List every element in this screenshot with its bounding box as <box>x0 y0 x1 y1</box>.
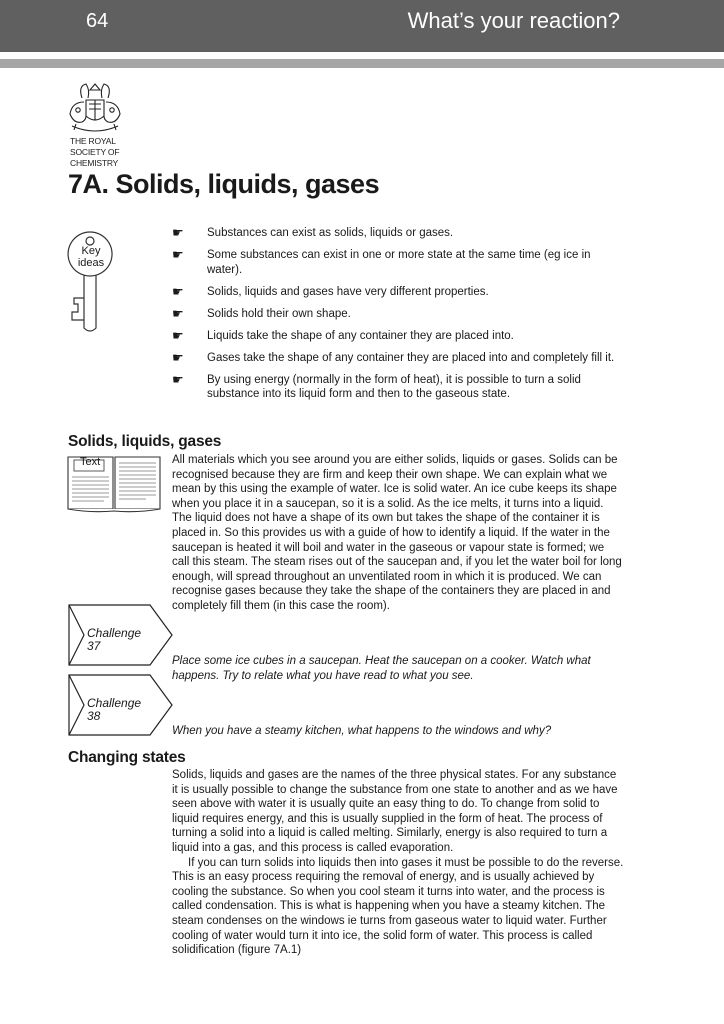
pointing-hand-icon: ☛ <box>172 349 184 365</box>
list-item-text: Solids hold their own shape. <box>207 307 351 320</box>
royal-society-of-chemistry-crest-icon <box>64 80 126 138</box>
list-item-text: Gases take the shape of any container they are placed into and completely fill it. <box>207 351 615 364</box>
section-heading: Solids, liquids, gases <box>68 433 222 450</box>
challenge-number: 38 <box>87 709 101 723</box>
header-divider <box>0 59 724 68</box>
body-paragraph: Solids, liquids and gases are the names of the three physical states. For any substance it is usually possible to change the substance from one state to another and as we have seen above with water it is usually quite an easy thing to do. To change from solid to liquid requires energy, and this is usually supplied in the form of heat. The process of turning a solid into a liquid is called melting. Similarly, energy is also required to turn a liquid into a gas, and this process is called evaporation. <box>172 769 618 854</box>
challenge-label-word: Challenge <box>87 626 142 640</box>
challenge-label-word: Challenge <box>87 696 142 710</box>
text-icon-label: Text <box>80 456 101 468</box>
challenge-label <box>87 627 141 653</box>
pointing-hand-icon: ☛ <box>172 371 184 387</box>
list-item <box>172 285 622 300</box>
challenge-text: When you have a steamy kitchen, what happens to the windows and why? <box>172 725 552 737</box>
list-item-text: Some substances can exist in one or more state at the same time (eg ice in water). <box>207 249 591 276</box>
list-item <box>172 351 622 366</box>
logo-line: SOCIETY OF <box>70 147 120 157</box>
section-heading: Changing states <box>68 749 186 766</box>
challenge-text: Place some ice cubes in a saucepan. Heat the saucepan on a cooker. Watch what happens. Try to relate what you have read to what you see. <box>172 655 591 682</box>
list-item-text: Solids, liquids and gases have very different properties. <box>207 285 489 298</box>
logo-line: CHEMISTRY <box>70 158 119 168</box>
list-item <box>172 248 622 277</box>
pointing-hand-icon: ☛ <box>172 327 184 343</box>
pointing-hand-icon: ☛ <box>172 225 184 240</box>
list-item <box>172 329 622 344</box>
pointing-hand-icon: ☛ <box>172 247 184 262</box>
list-item-text: By using energy (normally in the form of heat), it is possible to turn a solid substance into its liquid form and then to the gaseous state. <box>207 373 581 400</box>
list-item <box>172 373 622 402</box>
body-text-block <box>172 768 624 958</box>
body-paragraph: All materials which you see around you are either solids, liquids or gases. Solids can be recognised because they are firm and keep their own shape. We can explain what we mean by this using the example of water. Ice is solid water. An ice cube keeps its shape when you place it in a saucepan, so it is a solid. As the ice melts, it turns into a liquid. The liquid does not have a shape of its own but takes the shape of the container it is placed in. So this provides us with a guide of how to identify a liquid. If the water in the saucepan is heated it will boil and water in the gaseous or vapour state is formed; we call this steam. The steam rises out of the saucepan and, if you let the water boil for long enough, will spread throughout an unventilated room in which it is produced. We can recognise gases because they take the shape of the containers they are placed in and completely fill them (in this case the room). <box>172 454 622 612</box>
list-item <box>172 307 622 322</box>
challenge-number: 37 <box>87 639 101 653</box>
key-ideas-label: Key ideas <box>77 245 105 269</box>
list-item-text: Substances can exist as solids, liquids or gases. <box>207 227 454 239</box>
challenge-label <box>87 697 141 723</box>
key-ideas-list <box>172 226 622 409</box>
pointing-hand-icon: ☛ <box>172 283 184 299</box>
page-number: 64 <box>86 10 109 32</box>
chapter-title: 7A. Solids, liquids, gases <box>68 169 380 199</box>
page-header-bar <box>0 0 724 52</box>
logo-wordmark <box>70 136 130 169</box>
body-paragraph: If you can turn solids into liquids then into gases it must be possible to do the reverse. This is an easy process requiring the removal of energy, and is usually achieved by cooling the substance. So when you cool steam it turns into water, and the process is called condensation. This is what is happening when you have a steamy kitchen. The steam condenses on the windows ie turns from gaseous water to liquid water. Further cooling of water would turn it into ice, the solid form of water. This process is called solidification (figure 7A.1) <box>172 856 624 957</box>
logo-line: THE ROYAL <box>70 136 116 146</box>
list-item-text: Liquids take the shape of any container they are placed into. <box>207 329 514 342</box>
pointing-hand-icon: ☛ <box>172 305 184 321</box>
list-item <box>172 226 622 241</box>
running-title: What’s your reaction? <box>407 8 620 33</box>
